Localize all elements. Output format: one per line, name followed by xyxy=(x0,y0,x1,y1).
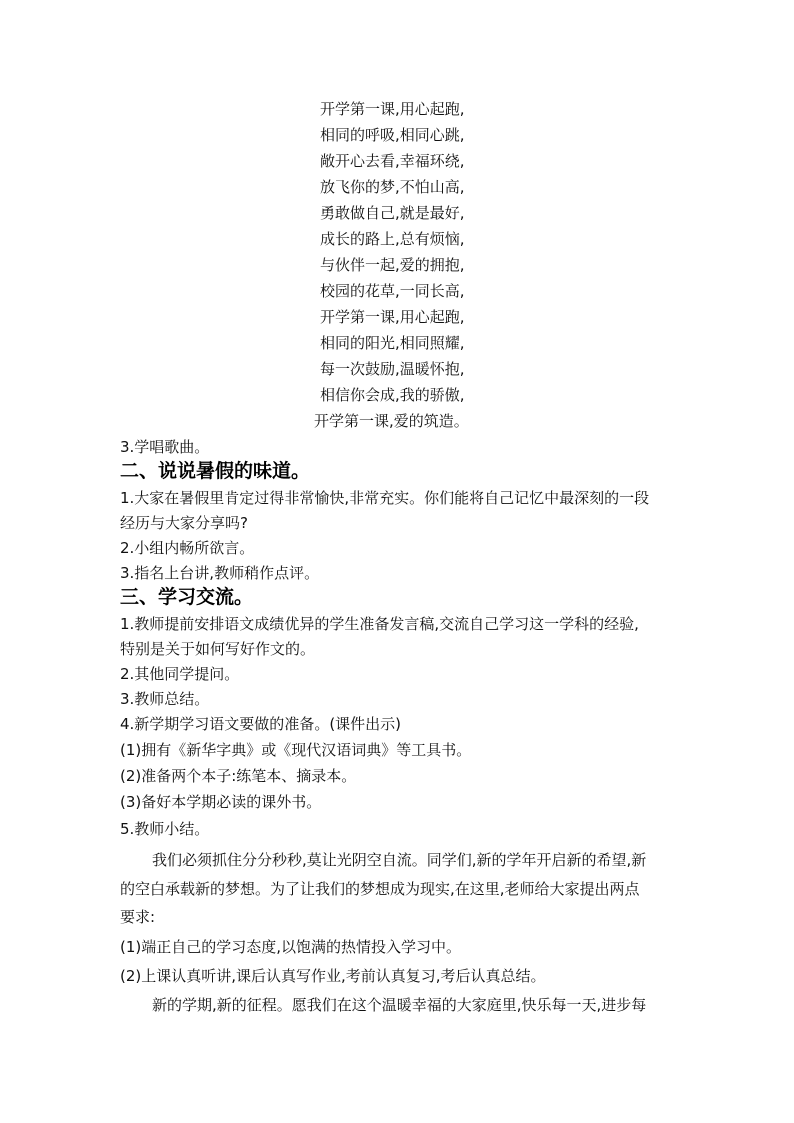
paragraph-line: 要求: xyxy=(120,908,156,926)
list-item: 2.其他同学提问。 xyxy=(120,665,240,683)
lyric-line: 放飞你的梦,不怕山高, xyxy=(320,178,465,196)
sub-list-item: (2)准备两个本子:练笔本、摘录本。 xyxy=(120,767,357,785)
list-item: 5.教师小结。 xyxy=(120,820,210,838)
list-item: 2.小组内畅所欲言。 xyxy=(120,539,255,557)
lyric-line: 敞开心去看,幸福环绕, xyxy=(320,152,465,170)
list-item: 3.教师总结。 xyxy=(120,690,210,708)
sub-list-item: (3)备好本学期必读的课外书。 xyxy=(120,793,322,811)
paragraph-line: 的空白承载新的梦想。为了让我们的梦想成为现实,在这里,老师给大家提出两点 xyxy=(120,880,640,898)
list-item: 4.新学期学习语文要做的准备。(课件出示) xyxy=(120,715,402,733)
list-item: 3.指名上台讲,教师稍作点评。 xyxy=(120,564,320,582)
lyric-line: 勇敢做自己,就是最好, xyxy=(320,204,465,222)
lyric-line: 校园的花草,一同长高, xyxy=(320,282,465,300)
lyric-line: 每一次鼓励,温暖怀抱, xyxy=(320,360,465,378)
paragraph-line: 新的学期,新的征程。愿我们在这个温暖幸福的大家庭里,快乐每一天,进步每 xyxy=(152,996,647,1014)
list-item: 3.学唱歌曲。 xyxy=(120,438,210,456)
list-item-continued: 特别是关于如何写好作文的。 xyxy=(120,640,316,658)
list-item: 1.大家在暑假里肯定过得非常愉快,非常充实。你们能将自己记忆中最深刻的一段 xyxy=(120,489,650,507)
lyric-line: 开学第一课,用心起跑, xyxy=(320,100,465,118)
lyric-line: 相信你会成,我的骄傲, xyxy=(320,386,465,404)
lyric-line: 相同的呼吸,相同心跳, xyxy=(320,126,465,144)
lyric-line: 开学第一课,爱的筑造。 xyxy=(314,412,469,430)
list-item: 1.教师提前安排语文成绩优异的学生准备发言稿,交流自己学习这一学科的经验, xyxy=(120,615,639,633)
lyric-line: 成长的路上,总有烦恼, xyxy=(320,230,465,248)
lyric-line: 与伙伴一起,爱的拥抱, xyxy=(320,256,465,274)
lyric-line: 相同的阳光,相同照耀, xyxy=(320,334,465,352)
section-heading: 三、学习交流。 xyxy=(120,586,254,608)
paragraph-line: 我们必须抓住分分秒秒,莫让光阴空自流。同学们,新的学年开启新的希望,新 xyxy=(152,851,647,869)
lyric-line: 开学第一课,用心起跑, xyxy=(320,308,465,326)
section-heading: 二、说说暑假的味道。 xyxy=(120,460,311,482)
requirement-item: (1)端正自己的学习态度,以饱满的热情投入学习中。 xyxy=(120,938,462,956)
requirement-item: (2)上课认真听讲,课后认真写作业,考前认真复习,考后认真总结。 xyxy=(120,967,546,985)
sub-list-item: (1)拥有《新华字典》或《现代汉语词典》等工具书。 xyxy=(120,741,472,759)
list-item-continued: 经历与大家分享吗? xyxy=(120,514,248,532)
